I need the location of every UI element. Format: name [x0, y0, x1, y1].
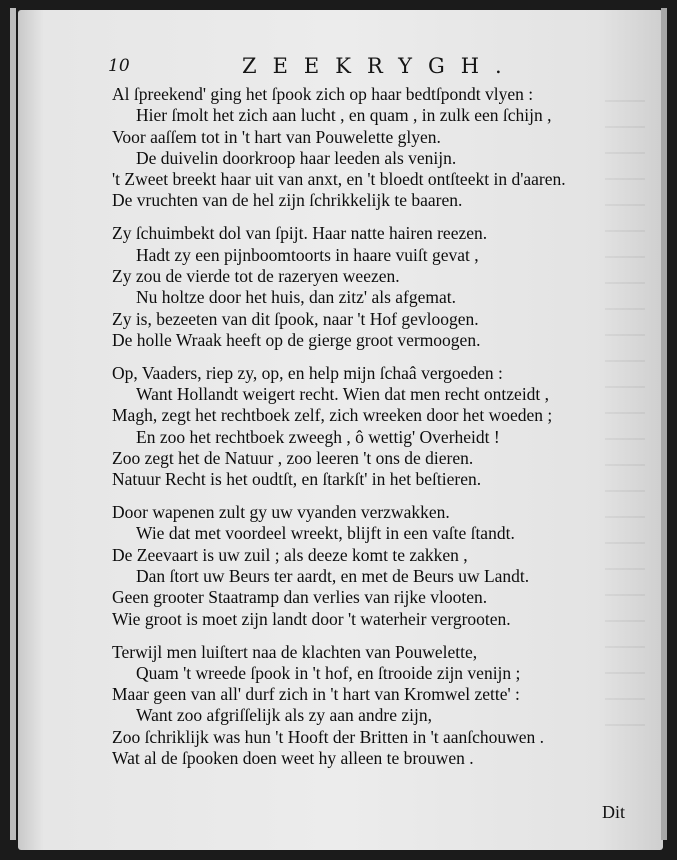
- stanza: [112, 642, 632, 770]
- catchword: Dit: [602, 802, 626, 822]
- poem-line: Voor aaſſem tot in 't hart van Pouwelette glyen.: [112, 126, 441, 147]
- poem-line: Op, Vaaders, riep zy, op, en help mijn ſchaâ vergoeden :: [112, 362, 503, 383]
- poem-line: Natuur Recht is het oudtſt, en ſtarkſt' in het beſtieren.: [112, 469, 482, 490]
- page-number: 10: [108, 56, 130, 76]
- poem-line: De Zeevaart is uw zuil ; als deeze komt te zakken ,: [112, 544, 468, 565]
- poem-line: Geen grooter Staatramp dan verlies van rijke vlooten.: [112, 587, 488, 608]
- stanza: [112, 502, 632, 630]
- poem-line: Wat al de ſpooken doen weet hy alleen te brouwen .: [112, 747, 474, 768]
- poem-line: Al ſpreekend' ging het ſpook zich op haar bedtſpondt vlyen :: [112, 84, 534, 104]
- poem-line: De vruchten van de hel zijn ſchrikkelijk te baaren.: [112, 190, 463, 211]
- page-header: [108, 54, 528, 80]
- poem-line: De holle Wraak heeft op de gierge groot vermoogen.: [112, 329, 481, 350]
- poem-line: En zoo het rechtboek zweegh , ô wettig' Overheidt !: [136, 426, 500, 447]
- poem-line: Quam 't wreede ſpook in 't hof, en ſtrooide zijn venijn ;: [136, 662, 521, 683]
- poem-line: Want zoo afgriſſelijk als zy aan andre zijn,: [136, 705, 432, 726]
- poem-body: [112, 84, 632, 781]
- poem-line: Door wapenen zult gy uw vyanden verzwakken.: [112, 502, 450, 523]
- poem-line: Hadt zy een pijnboomtoorts in haare vuiſt gevat ,: [136, 244, 479, 265]
- stanza: [112, 223, 632, 351]
- page-edge-left: [10, 8, 16, 840]
- poem-line: Zy ſchuimbekt dol van ſpijt. Haar natte hairen reezen.: [112, 223, 488, 244]
- poem-line: Zy is, bezeeten van dit ſpook, naar 't Hof gevloogen.: [112, 308, 479, 329]
- poem-line: Want Hollandt weigert recht. Wien dat men recht ontzeidt ,: [136, 384, 550, 405]
- poem-line: Maar geen van all' durf zich in 't hart van Kromwel zette' :: [112, 684, 520, 705]
- stanza: [112, 363, 632, 491]
- poem-line: Dan ſtort uw Beurs ter aardt, en met de Beurs uw Landt.: [136, 566, 530, 587]
- poem-line: Terwijl men luiſtert naa de klachten van Pouwelette,: [112, 641, 478, 662]
- poem-line: De duivelin doorkroop haar leeden als venijn.: [136, 147, 457, 168]
- running-title: ZEEKRYGH.: [242, 54, 518, 78]
- poem-line: Nu holtze door het huis, dan zitz' als afgemat.: [136, 287, 456, 308]
- page-edge-right: [661, 8, 667, 840]
- poem-line: 't Zweet breekt haar uit van anxt, en 't bloedt ontſteekt in d'aaren.: [112, 169, 566, 190]
- poem-line: Hier ſmolt het zich aan lucht , en quam , in zulk een ſchijn ,: [136, 105, 552, 126]
- poem-line: Wie dat met voordeel wreekt, blijft in een vaſte ſtandt.: [136, 523, 515, 544]
- stanza: [112, 84, 632, 212]
- poem-line: Magh, zegt het rechtboek zelf, zich wreeken door het woeden ;: [112, 405, 553, 426]
- poem-line: Zy zou de vierde tot de razeryen weezen.: [112, 265, 400, 286]
- poem-line: Wie groot is moet zijn landt door 't waterheir vergrooten.: [112, 608, 511, 629]
- poem-line: Zoo zegt het de Natuur , zoo leeren 't ons de dieren.: [112, 447, 474, 468]
- poem-line: Zoo ſchriklijk was hun 't Hooft der Britten in 't aanſchouwen .: [112, 726, 545, 747]
